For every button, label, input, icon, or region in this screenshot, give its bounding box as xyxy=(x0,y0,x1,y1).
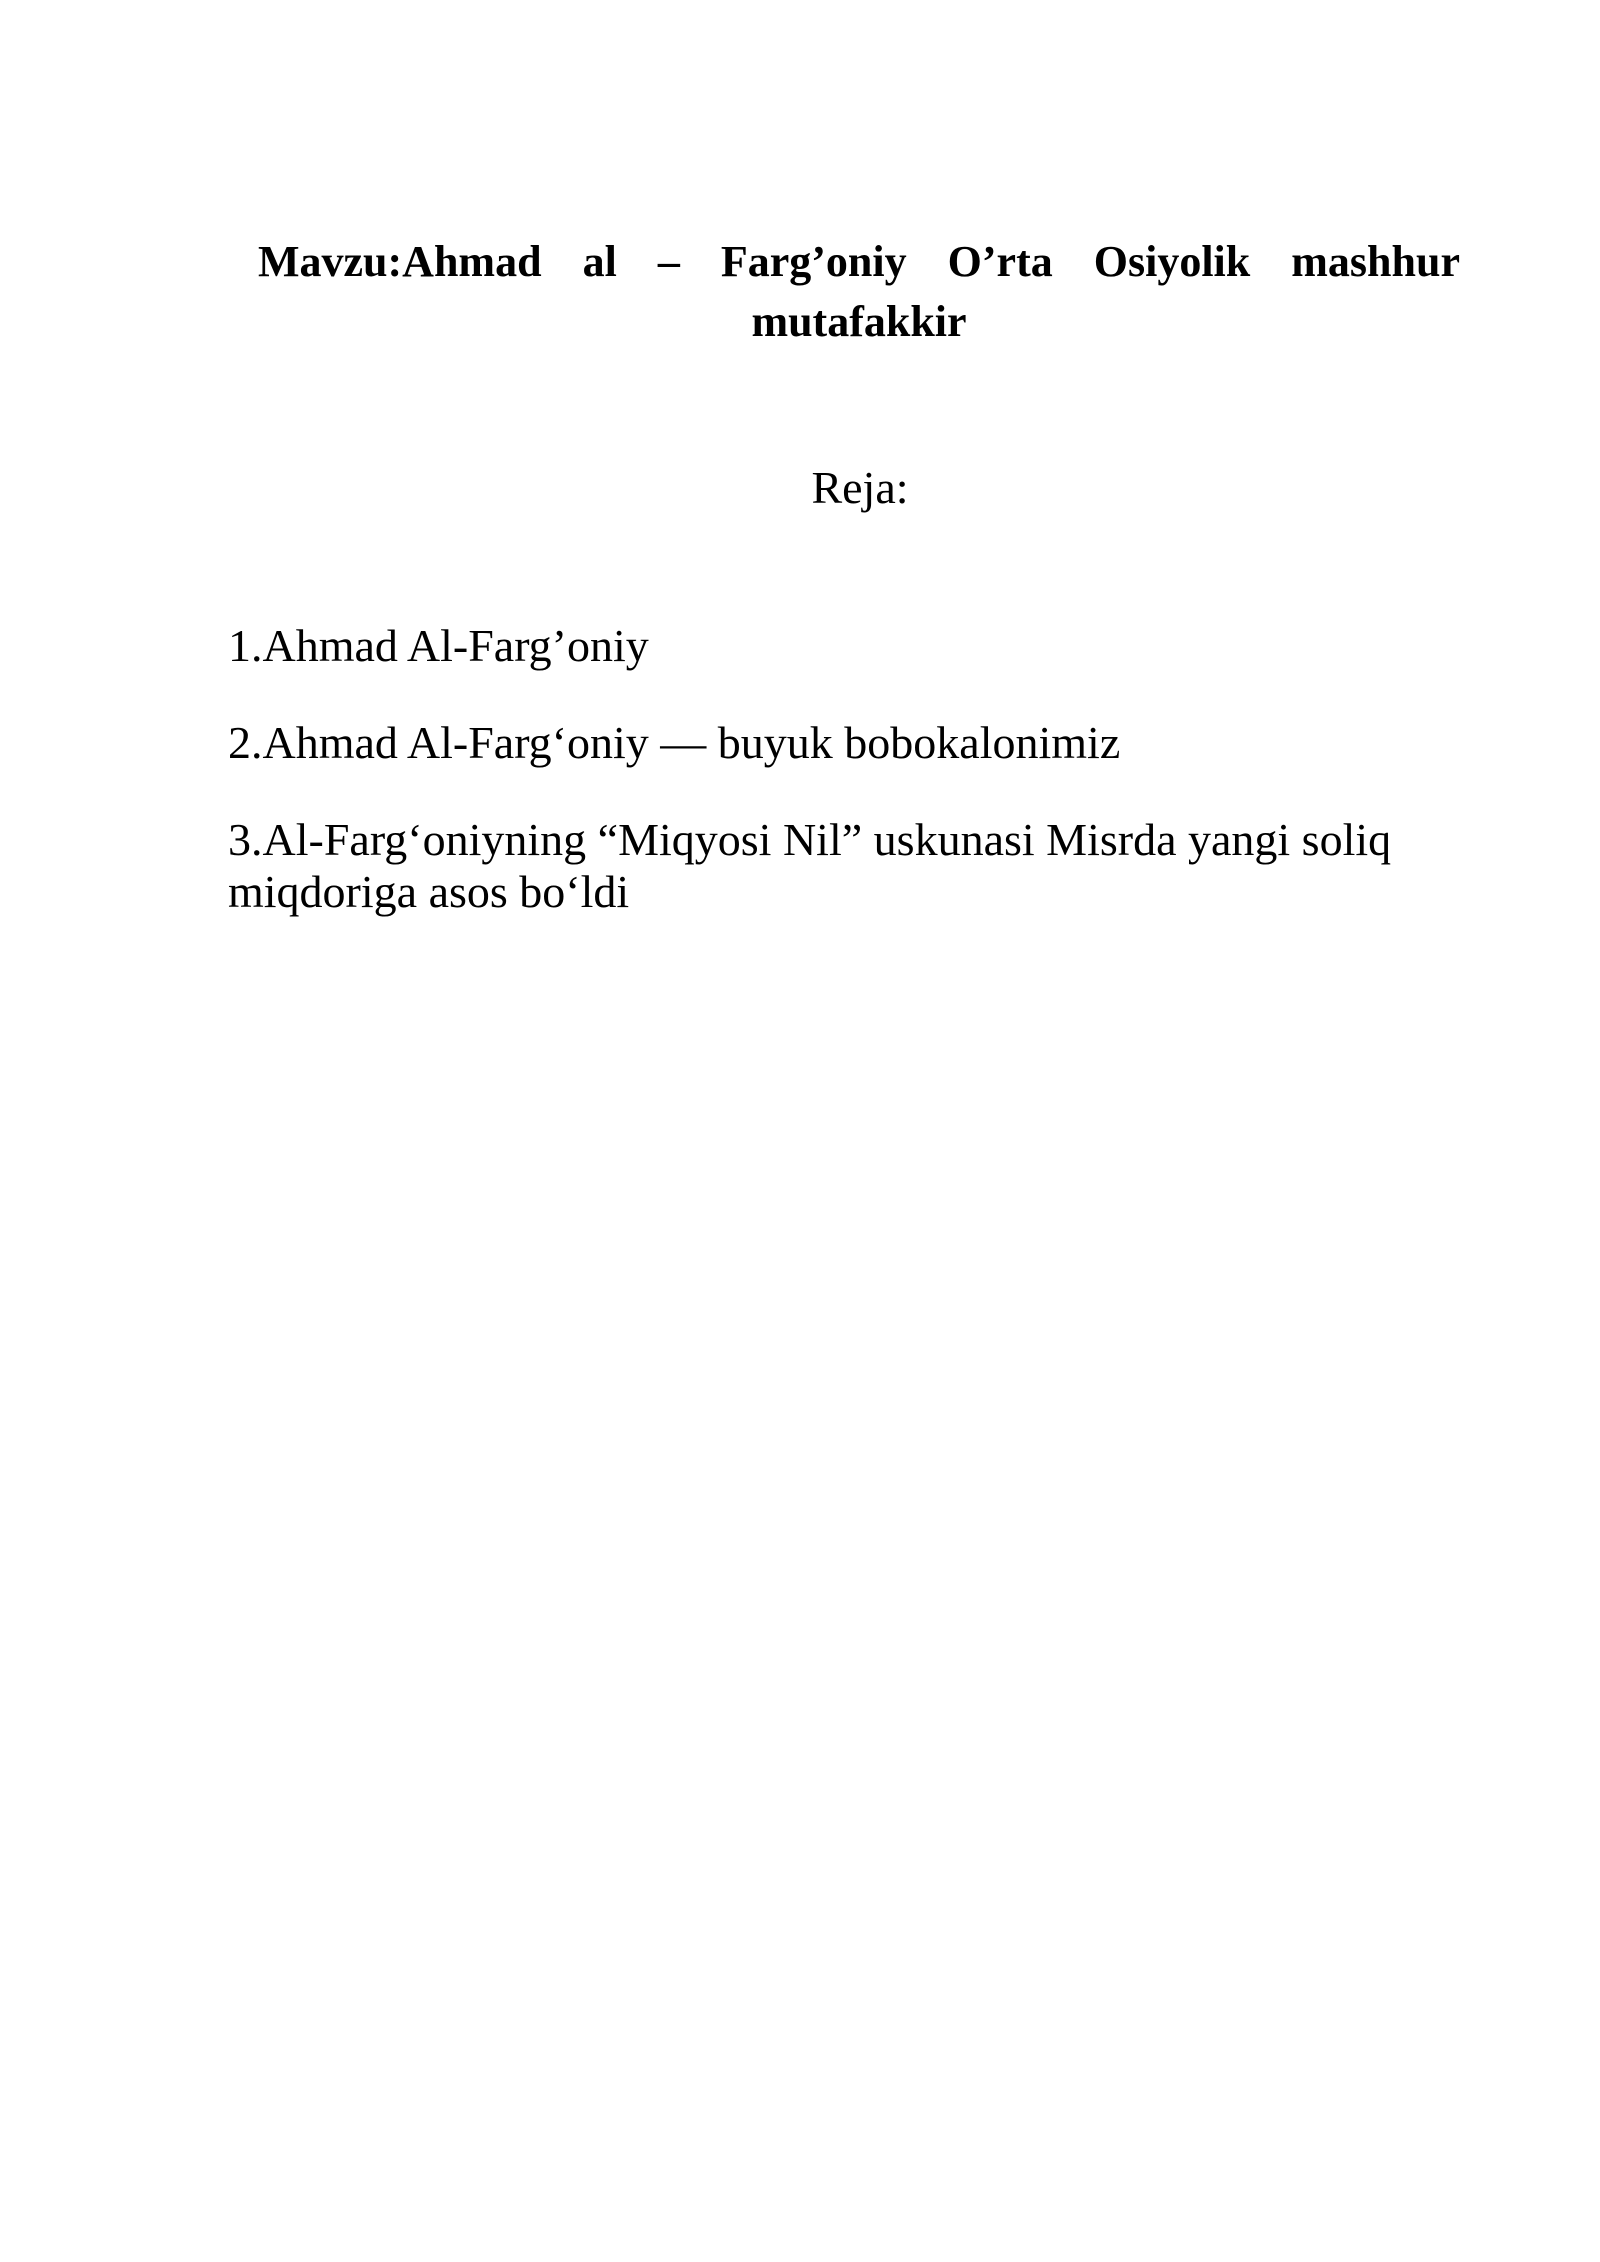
plan-item: 2.Ahmad Al-Farg‘oniy — buyuk bobokalonimiz xyxy=(228,717,1121,768)
document-title: Mavzu:Ahmad al – Farg’oniy O’rta Osiyolik mashhur mutafakkir xyxy=(258,237,1460,346)
plan-item: 1.Ahmad Al-Farg’oniy xyxy=(228,620,649,671)
plan-heading: Reja: xyxy=(811,462,909,513)
plan-item: 3.Al-Farg‘oniyning “Miqyosi Nil” uskunasi Misrda yangi soliq miqdoriga asos bo‘ldi xyxy=(228,814,1392,917)
plan-list xyxy=(228,620,1468,963)
